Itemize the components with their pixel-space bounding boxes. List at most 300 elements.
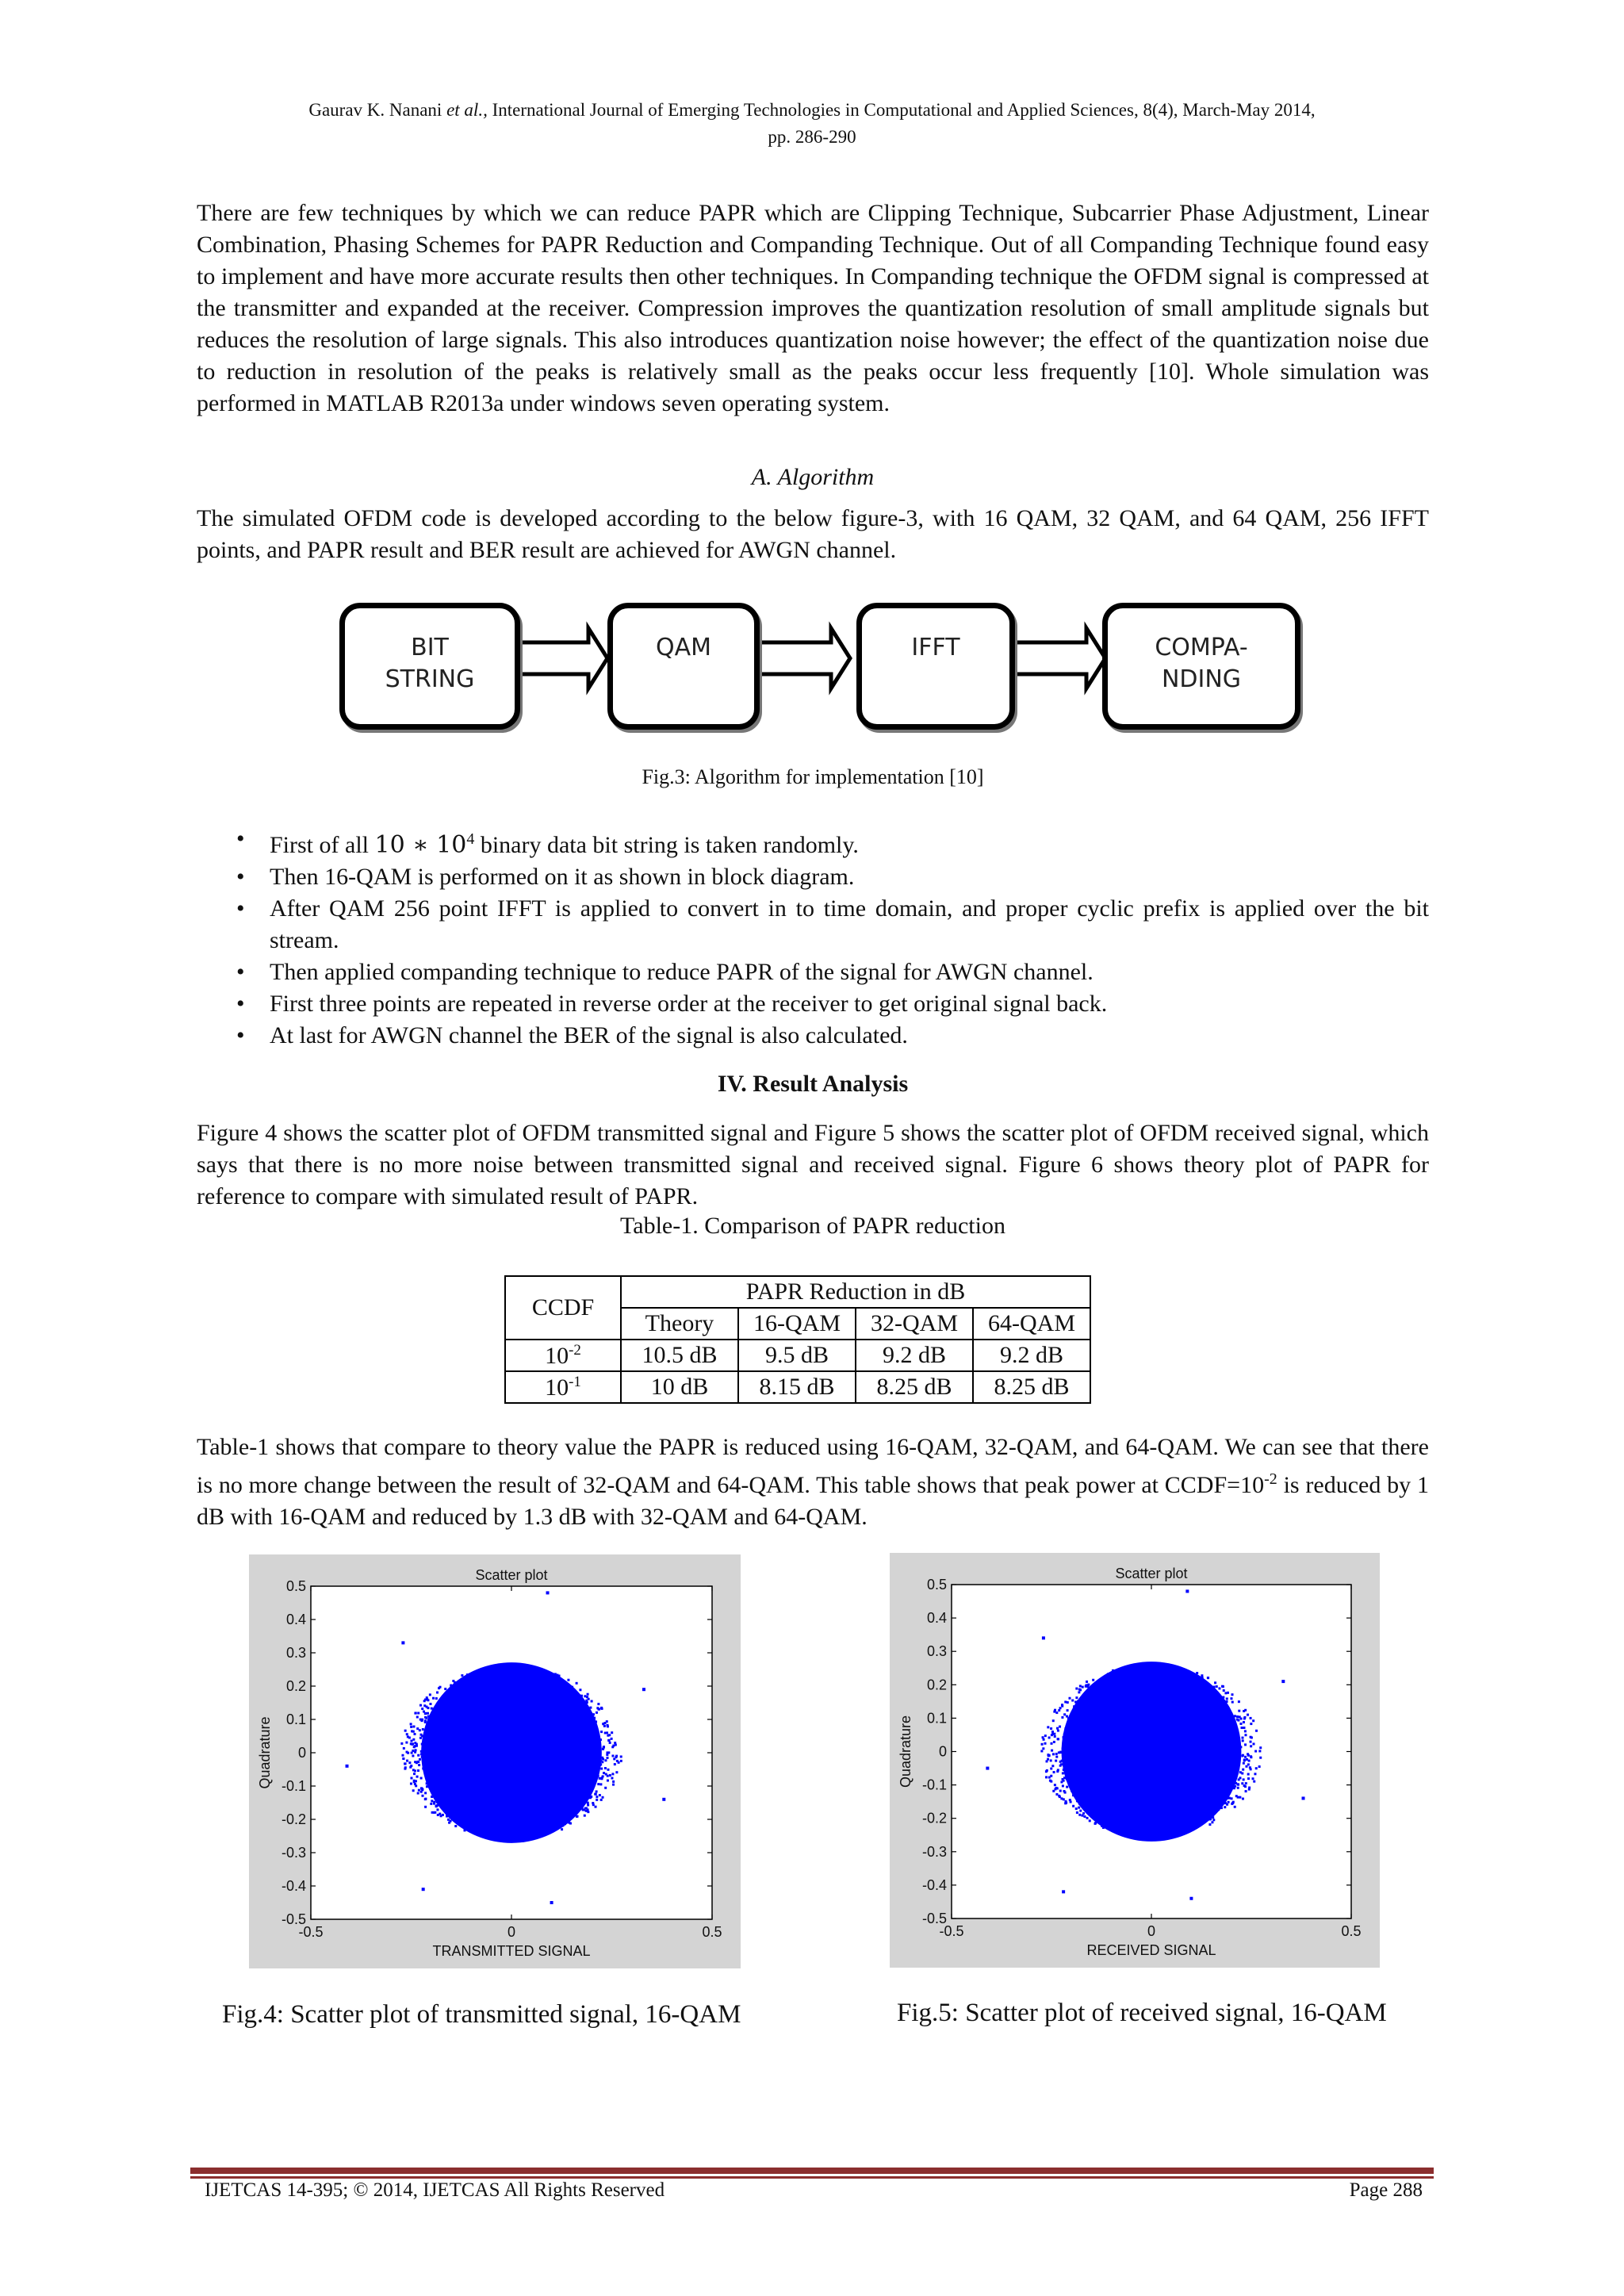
scatter-point <box>1072 1710 1074 1712</box>
scatter-point <box>494 1832 496 1834</box>
scatter-point <box>1230 1783 1232 1785</box>
scatter-point <box>525 1678 527 1681</box>
flow-box-compa-label: COMPA- <box>1155 634 1248 661</box>
scatter-point <box>1064 1792 1067 1794</box>
scatter-point <box>504 1676 507 1678</box>
scatter-point <box>1132 1818 1135 1820</box>
scatter-point <box>1226 1780 1228 1782</box>
scatter-point <box>536 1684 538 1686</box>
scatter-point <box>1214 1704 1216 1707</box>
scatter-point <box>1148 1685 1151 1687</box>
scatter-point <box>1208 1823 1211 1826</box>
scatter-point <box>1224 1692 1227 1694</box>
scatter-point <box>584 1796 587 1799</box>
scatter-point <box>1242 1769 1244 1771</box>
scatter-point <box>1056 1727 1059 1730</box>
scatter-point <box>529 1819 531 1822</box>
scatter-point <box>614 1763 616 1765</box>
scatter-point <box>1247 1714 1249 1716</box>
scatter-point <box>1212 1690 1214 1692</box>
scatter-point <box>421 1708 423 1710</box>
scatter-point <box>1151 1837 1153 1839</box>
scatter-point <box>1128 1686 1130 1688</box>
scatter-point <box>1094 1813 1096 1815</box>
scatter-point <box>1176 1825 1178 1827</box>
scatter-point <box>1075 1688 1078 1690</box>
scatter-point <box>572 1799 574 1801</box>
result-paragraph-text: Figure 4 shows the scatter plot of OFDM transmitted signal and Figure 5 shows the scatter plot of OFDM received signal, which says that there is no more noise between transmitted signal and received signal. Figure 6 shows theory plot of PAPR for reference to compare with simulated result of PAPR. <box>197 1120 1429 1209</box>
scatter-point <box>1231 1726 1233 1728</box>
x-tick-label: 0 <box>1147 1923 1156 1939</box>
scatter-point <box>411 1752 413 1754</box>
scatter-point <box>1097 1809 1100 1811</box>
scatter-point <box>1104 1677 1106 1680</box>
scatter-point <box>419 1758 421 1761</box>
scatter-point <box>1231 1769 1234 1771</box>
scatter-point <box>500 1832 502 1834</box>
scatter-point <box>1076 1792 1078 1794</box>
scatter-point <box>1059 1707 1062 1709</box>
flow-box-string-label: STRING <box>385 665 475 693</box>
scatter-point <box>1061 1760 1063 1762</box>
scatter-point <box>1242 1754 1244 1757</box>
scatter-point <box>1135 1834 1137 1836</box>
scatter-point <box>565 1816 567 1819</box>
scatter-point <box>611 1754 614 1757</box>
scatter-point <box>600 1799 603 1801</box>
scatter-point <box>1250 1717 1252 1719</box>
scatter-point <box>585 1710 588 1712</box>
scatter-point <box>1178 1668 1181 1670</box>
scatter-point <box>545 1678 547 1681</box>
scatter-point <box>1102 1807 1105 1809</box>
scatter-point <box>1079 1810 1082 1812</box>
scatter-point <box>468 1826 470 1829</box>
scatter-point <box>448 1822 450 1824</box>
scatter-point <box>1149 1680 1151 1682</box>
scatter-point <box>410 1740 412 1742</box>
scatter-point <box>1231 1802 1234 1804</box>
scatter-point <box>402 1757 404 1760</box>
scatter-point <box>1052 1753 1055 1755</box>
scatter-point <box>575 1696 577 1699</box>
scatter-point <box>1214 1681 1216 1684</box>
scatter-point <box>418 1789 420 1792</box>
flow-arrow-1 <box>517 628 607 688</box>
scatter-point <box>504 1825 507 1827</box>
scatter-point <box>463 1677 465 1679</box>
flow-box-ifft <box>856 603 1015 730</box>
scatter-point <box>1066 1715 1068 1718</box>
bullet-text: Then applied companding technique to reduce PAPR of the signal for AWGN channel. <box>270 959 1094 985</box>
scatter-point <box>485 1669 487 1672</box>
scatter-point <box>1201 1674 1203 1677</box>
scatter-point <box>1100 1691 1102 1693</box>
scatter-point <box>408 1761 411 1764</box>
y-tick-label: -0.1 <box>921 1777 947 1793</box>
scatter-point <box>1105 1695 1108 1697</box>
scatter-point <box>483 1832 485 1834</box>
scatter-point <box>1155 1683 1158 1685</box>
scatter-point <box>473 1827 476 1830</box>
header-journal: International Journal of Emerging Technologies in Computational and Applied Sciences, 8(4), March-May 2014, <box>492 100 1316 120</box>
scatter-point <box>443 1709 446 1711</box>
list-item <box>197 823 1429 861</box>
scatter-point <box>1090 1805 1092 1807</box>
scatter-point <box>597 1749 599 1751</box>
footer-page-number: Page 288 <box>1349 2179 1423 2201</box>
scatter-point <box>429 1693 431 1696</box>
scatter-point <box>565 1811 568 1814</box>
scatter-point <box>594 1780 596 1783</box>
scatter-point <box>1139 1675 1141 1677</box>
scatter-point <box>1201 1815 1203 1817</box>
scatter-point <box>595 1725 597 1727</box>
scatter-point <box>1119 1828 1121 1830</box>
scatter-point <box>1109 1686 1112 1688</box>
scatter-point <box>1189 1674 1192 1677</box>
scatter-point <box>481 1823 483 1826</box>
scatter-point <box>607 1751 610 1754</box>
scatter-point <box>539 1819 542 1821</box>
scatter-point <box>1070 1786 1072 1788</box>
scatter-point <box>1066 1762 1068 1765</box>
scatter-point <box>1174 1674 1177 1677</box>
scatter-point <box>569 1701 571 1704</box>
scatter-point <box>1150 1675 1152 1677</box>
table-row <box>505 1340 1090 1371</box>
scatter-point <box>1059 1726 1061 1728</box>
scatter-point <box>1125 1826 1128 1828</box>
scatter-point <box>1144 1676 1147 1678</box>
scatter-outlier <box>550 1901 553 1904</box>
scatter-point <box>1078 1814 1081 1816</box>
scatter-point <box>1241 1773 1243 1775</box>
scatter-point <box>597 1703 599 1705</box>
scatter-point <box>1235 1782 1237 1784</box>
scatter-point <box>1223 1689 1225 1692</box>
scatter-point <box>1087 1684 1090 1686</box>
scatter-point <box>1182 1673 1184 1676</box>
scatter-point <box>1078 1713 1080 1715</box>
scatter-point <box>1076 1800 1078 1802</box>
scatter-point <box>534 1816 536 1819</box>
scatter-point <box>550 1687 552 1689</box>
scatter-point <box>1250 1741 1252 1743</box>
scatter-point <box>569 1690 571 1692</box>
x-tick-label: 0.5 <box>1341 1923 1362 1939</box>
scatter-point <box>1231 1701 1234 1704</box>
footer-copyright: IJETCAS 14-395; © 2014, IJETCAS All Rights Reserved <box>205 2179 665 2201</box>
scatter-point <box>1212 1800 1215 1802</box>
footer-rule-thin <box>190 2176 1434 2179</box>
scatter-point <box>586 1696 588 1698</box>
scatter-point <box>1161 1669 1163 1671</box>
scatter-point <box>1135 1676 1137 1678</box>
scatter-point <box>434 1779 436 1781</box>
bullet-text: At last for AWGN channel the BER of the signal is also calculated. <box>270 1022 908 1048</box>
scatter-point <box>1148 1834 1151 1837</box>
scatter-point <box>496 1819 499 1822</box>
scatter-point <box>581 1703 584 1705</box>
scatter-point <box>406 1751 408 1754</box>
scatter-point <box>431 1786 434 1788</box>
scatter-point <box>594 1743 596 1746</box>
table-paragraph-text: Table-1 shows that compare to theory value the PAPR is reduced using 16-QAM, 32-QAM, and 64-QAM. We can see that there is no more change between the result of 32-QAM and 64-QAM. This table shows that peak power at $CCDF=10^{-2}$ is reduced by 1 dB with 16-QAM and reduced by 1.3 dB with 32-QAM and 64-QAM. <box>197 1434 1429 1530</box>
scatter-point <box>1159 1683 1161 1685</box>
scatter-outlier <box>1302 1796 1305 1800</box>
scatter-point <box>539 1674 542 1677</box>
flow-arrow-2 <box>756 628 850 688</box>
scatter-point <box>609 1742 611 1744</box>
scatter-point <box>571 1686 573 1688</box>
scatter-point <box>461 1807 463 1809</box>
scatter-point <box>566 1700 569 1702</box>
scatter-point <box>522 1822 524 1824</box>
scatter-point <box>450 1685 452 1687</box>
scatter-point <box>1063 1767 1066 1769</box>
scatter-point <box>1233 1787 1235 1789</box>
scatter-point <box>1110 1823 1113 1826</box>
scatter-point <box>1212 1819 1215 1821</box>
bullet-marker: • <box>236 959 245 985</box>
list-item <box>197 861 1429 893</box>
bullet-text: First of all <box>270 832 375 858</box>
algorithm-paragraph-text: The simulated OFDM code is developed according to the below figure-3, with 16 QAM, 32 QAM, and 64 QAM, 256 IFFT points, and PAPR result and BER result are achieved for AWGN channel. <box>197 505 1429 563</box>
scatter-point <box>589 1707 592 1709</box>
y-tick-label: -0.5 <box>281 1911 306 1927</box>
scatter-point <box>599 1777 601 1780</box>
scatter-point <box>606 1757 608 1759</box>
scatter-point <box>568 1822 570 1824</box>
scatter-point <box>1076 1811 1078 1814</box>
scatter-point <box>1084 1792 1086 1795</box>
scatter-point <box>1136 1684 1138 1686</box>
scatter-point <box>460 1804 462 1807</box>
scatter-point <box>424 1798 427 1800</box>
scatter-point <box>567 1679 569 1681</box>
scatter-point <box>1097 1806 1099 1808</box>
scatter-point <box>620 1760 622 1762</box>
scatter-point <box>1053 1771 1055 1773</box>
scatter-point <box>1050 1768 1052 1770</box>
scatter-point <box>450 1815 452 1818</box>
scatter-point <box>1132 1826 1134 1828</box>
scatter-point <box>485 1685 487 1687</box>
scatter-point <box>595 1727 597 1729</box>
scatter-point <box>582 1809 584 1811</box>
scatter-point <box>1172 1830 1174 1832</box>
scatter-point <box>1076 1719 1078 1721</box>
scatter-point <box>1062 1750 1064 1753</box>
scatter-point <box>419 1729 421 1731</box>
scatter-outlier <box>346 1765 349 1768</box>
scatter-point <box>531 1686 534 1688</box>
scatter-point <box>427 1742 429 1744</box>
algorithm-steps-list <box>197 823 1429 1052</box>
scatter-point <box>430 1777 432 1780</box>
scatter-point <box>425 1717 427 1719</box>
scatter-point <box>1205 1803 1207 1805</box>
scatter-point <box>445 1700 447 1702</box>
scatter-point <box>514 1679 516 1681</box>
scatter-point <box>527 1681 530 1684</box>
scatter-point <box>471 1816 473 1819</box>
scatter-point <box>1244 1734 1247 1736</box>
header-authors: Gaurav K. Nanani <box>308 100 442 120</box>
scatter-point <box>470 1688 473 1690</box>
scatter-point <box>1132 1815 1134 1817</box>
scatter-point <box>1071 1700 1074 1702</box>
scatter-point <box>1078 1807 1080 1809</box>
scatter-point <box>485 1817 487 1819</box>
scatter-point <box>1149 1668 1151 1670</box>
scatter-point <box>607 1780 609 1782</box>
scatter-point <box>1127 1828 1129 1830</box>
scatter-point <box>1124 1820 1127 1823</box>
scatter-point <box>536 1834 538 1836</box>
scatter-point <box>600 1707 603 1709</box>
y-tick-label: -0.2 <box>921 1810 947 1826</box>
scatter-point <box>1114 1680 1116 1682</box>
scatter-point <box>421 1756 423 1758</box>
scatter-point <box>604 1759 607 1761</box>
scatter-point <box>414 1769 416 1772</box>
fig4-caption: Fig.4: Scatter plot of transmitted signal, 16-QAM <box>222 2000 741 2029</box>
scatter-point <box>1051 1742 1053 1745</box>
scatter-point <box>1170 1679 1173 1681</box>
scatter-point <box>1211 1821 1213 1823</box>
scatter-point <box>1092 1688 1094 1691</box>
scatter-point <box>1113 1827 1115 1830</box>
scatter-point <box>503 1829 505 1831</box>
scatter-point <box>463 1829 465 1831</box>
scatter-point <box>424 1806 427 1808</box>
scatter-point <box>436 1783 439 1785</box>
scatter-point <box>1108 1825 1110 1827</box>
scatter-point <box>1082 1697 1084 1700</box>
scatter-point <box>557 1807 559 1810</box>
scatter-point <box>1209 1704 1212 1706</box>
scatter-point <box>1091 1695 1094 1697</box>
scatter-point <box>1231 1775 1233 1777</box>
scatter-point <box>413 1780 416 1782</box>
scatter-point <box>414 1712 416 1715</box>
scatter-point <box>473 1819 476 1822</box>
scatter-point <box>1089 1819 1091 1822</box>
scatter-point <box>488 1673 490 1676</box>
scatter-point <box>571 1803 573 1806</box>
scatter-point <box>1207 1677 1209 1679</box>
scatter-point <box>1252 1742 1254 1745</box>
scatter-point <box>474 1812 477 1815</box>
scatter-point <box>433 1718 435 1720</box>
bullet-marker: • <box>236 895 245 922</box>
scatter-point <box>1072 1805 1074 1807</box>
scatter-point <box>575 1801 577 1803</box>
scatter-point <box>1111 1677 1113 1679</box>
scatter-point <box>568 1803 570 1805</box>
scatter-point <box>490 1679 492 1681</box>
table-cell: 10 dB <box>621 1371 738 1403</box>
scatter-point <box>1106 1688 1109 1690</box>
scatter-point <box>1230 1718 1232 1720</box>
scatter-point <box>1136 1827 1139 1830</box>
scatter-point <box>1138 1670 1140 1673</box>
scatter-point <box>416 1761 419 1763</box>
scatter-plot-received-svg <box>890 1553 1380 1968</box>
scatter-point <box>520 1826 523 1828</box>
scatter-point <box>558 1674 561 1677</box>
scatter-point <box>1213 1686 1216 1688</box>
scatter-point <box>1216 1696 1219 1699</box>
scatter-point <box>542 1833 544 1835</box>
scatter-point <box>1180 1688 1182 1691</box>
scatter-point <box>470 1683 473 1685</box>
scatter-point <box>1255 1730 1258 1732</box>
bullet-marker: • <box>236 826 245 852</box>
scatter-point <box>1062 1747 1064 1750</box>
scatter-point <box>564 1687 566 1689</box>
scatter-point <box>417 1769 419 1772</box>
intro-paragraph-text: There are few techniques by which we can reduce PAPR which are Clipping Technique, Subcarrier Phase Adjustment, Linear Combination, Phasing Schemes for PAPR Reduction and Companding Technique. Out of all Companding Technique found easy to implement and have more accurate results then other techniques. In Companding technique the OFDM signal is compressed at the transmitter and expanded at the receiver. Compression improves the quantization resolution of small amplitude signals but reduces the resolution of large signals. This also introduces quantization noise however; the effect of the quantization noise due to reduction in resolution of the peaks is relatively small as the peaks occur less frequently [10]. Whole simulation was performed in MATLAB R2013a under windows seven operating system. <box>197 200 1429 416</box>
scatter-point <box>1206 1817 1208 1819</box>
scatter-point <box>561 1820 563 1823</box>
scatter-point <box>1048 1736 1051 1738</box>
scatter-point <box>599 1763 602 1765</box>
scatter-point <box>422 1767 424 1769</box>
bullet-text: After QAM 256 point IFFT is applied to convert in to time domain, and proper cyclic prefix is applied over the bit stream. <box>270 895 1429 953</box>
scatter-point <box>1224 1802 1227 1804</box>
scatter-point <box>1141 1681 1143 1684</box>
scatter-point <box>1068 1764 1071 1766</box>
scatter-point <box>1111 1680 1113 1682</box>
scatter-point <box>515 1827 518 1830</box>
scatter-point <box>607 1769 609 1771</box>
section-title: IV. Result Analysis <box>717 1071 909 1097</box>
scatter-point <box>1119 1685 1121 1687</box>
scatter-point <box>1226 1700 1228 1703</box>
scatter-point <box>423 1748 426 1750</box>
scatter-point <box>561 1815 564 1817</box>
scatter-point <box>1051 1731 1054 1733</box>
scatter-point <box>596 1771 599 1773</box>
scatter-point <box>472 1672 474 1674</box>
scatter-point <box>535 1669 538 1672</box>
scatter-point <box>1098 1806 1101 1808</box>
scatter-point <box>1197 1681 1199 1683</box>
x-tick-label: -0.5 <box>939 1923 964 1939</box>
scatter-point <box>1169 1670 1171 1673</box>
y-axis-label: Quadrature <box>257 1716 273 1789</box>
scatter-point <box>433 1789 435 1792</box>
y-tick-label: -0.5 <box>921 1911 947 1926</box>
scatter-point <box>482 1668 485 1670</box>
scatter-point <box>1171 1682 1174 1685</box>
scatter-point <box>1082 1686 1084 1688</box>
scatter-point <box>1185 1676 1187 1678</box>
scatter-point <box>515 1834 517 1836</box>
scatter-point <box>1113 1687 1116 1689</box>
scatter-point <box>1204 1698 1206 1700</box>
bullet-marker: • <box>236 864 245 890</box>
scatter-point <box>1231 1735 1234 1738</box>
table-cell-ccdf: $10^{-1}$ <box>505 1371 621 1403</box>
scatter-point <box>1233 1762 1235 1765</box>
scatter-point <box>511 1672 513 1674</box>
scatter-point <box>1095 1700 1097 1703</box>
scatter-point <box>1250 1768 1252 1770</box>
